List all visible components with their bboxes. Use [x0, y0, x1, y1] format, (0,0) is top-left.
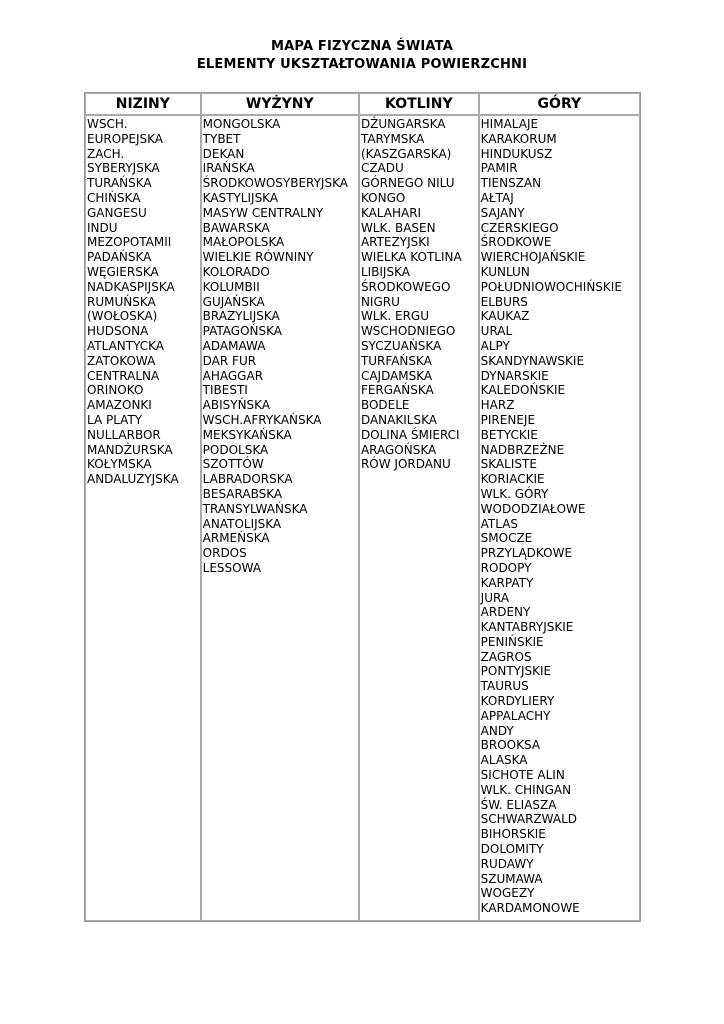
list-niziny — [87, 117, 199, 487]
list-item: ORINOKO — [87, 383, 144, 398]
list-item: BIHORSKIE — [480, 827, 546, 842]
page-title: MAPA FIZYCZNA ŚWIATA — [271, 39, 453, 54]
list-item: DOLINA ŚMIERCI — [360, 427, 460, 442]
list-item: SYBERYJSKA — [87, 161, 160, 176]
list-item: PONTYJSKIE — [480, 664, 552, 679]
list-item: BROOKSA — [480, 738, 541, 753]
list-item: SKANDYNAWSKIE — [480, 353, 585, 368]
list-item: URAL — [480, 324, 513, 339]
list-item: DEKAN — [202, 146, 245, 161]
list-item: PAMIR — [480, 161, 518, 176]
list-item: EUROPEJSKA — [87, 131, 163, 146]
list-item: RÓW JORDANU — [360, 457, 451, 472]
list-item: POŁUDNIOWOCHIŃSKIE — [480, 279, 622, 294]
list-item: KOŁYMSKA — [87, 457, 152, 472]
list-item: TURAŃSKA — [87, 176, 152, 191]
list-item: SCHWARZWALD — [480, 812, 577, 827]
list-item: TRANSYLWAŃSKA — [202, 501, 308, 516]
list-item: MEKSYKAŃSKA — [202, 427, 292, 442]
list-item: PENIŃSKIE — [480, 634, 544, 649]
list-item: WLK. BASEN — [360, 220, 436, 235]
list-item: MAŁOPOLSKA — [202, 235, 285, 250]
list-item: KORIACKIE — [480, 472, 545, 487]
list-item: WOGEZY — [480, 886, 535, 901]
header-niziny: NIZINY — [85, 93, 201, 115]
list-item: FERGAŃSKA — [360, 383, 434, 398]
list-item: MEZOPOTAMII — [87, 235, 172, 250]
list-item: KOLUMBII — [202, 279, 260, 294]
list-item: ARAGOŃSKA — [360, 442, 437, 457]
list-item: LESSOWA — [202, 560, 262, 575]
list-item: NADKASPIJSKA — [87, 279, 175, 294]
list-item: ZAGROS — [480, 649, 532, 664]
list-item: APPALACHY — [480, 708, 551, 723]
list-item: CHIŃSKA — [87, 190, 141, 205]
column-kotliny — [359, 115, 479, 921]
list-item: ALASKA — [480, 753, 528, 768]
content-row — [85, 115, 640, 921]
list-item: SMOCZE — [480, 531, 533, 546]
list-item: LABRADORSKA — [202, 472, 293, 487]
list-item: ŚRODKOWEGO — [360, 279, 451, 294]
list-item: CENTRALNA — [87, 368, 160, 383]
list-item: WLK. CHINGAN — [480, 782, 572, 797]
list-item: HARZ — [480, 398, 515, 413]
list-item: ZATOKOWA — [87, 353, 156, 368]
list-item: MONGOLSKA — [202, 117, 281, 131]
column-niziny — [85, 115, 201, 921]
list-item: ALPY — [480, 338, 510, 353]
list-item: ARTEZYJSKI — [360, 235, 430, 250]
list-item: AMAZONKI — [87, 398, 152, 413]
list-item: CZERSKIEGO — [480, 220, 559, 235]
list-item: GÓRNEGO NILU — [360, 176, 455, 191]
header-row — [85, 93, 640, 115]
list-item: HIMALAJE — [480, 117, 539, 131]
list-item: WSCHODNIEGO — [360, 324, 456, 339]
list-item: MASYW CENTRALNY — [202, 205, 324, 220]
list-item: BODELE — [360, 398, 410, 413]
list-item: WIERCHOJAŃSKIE — [480, 250, 586, 265]
list-item: WLK. ERGU — [360, 309, 429, 324]
list-item: TIBESTI — [202, 383, 248, 398]
list-item: SZUMAWA — [480, 871, 543, 886]
list-item: ŚW. ELIASZA — [480, 797, 557, 812]
list-item: AHAGGAR — [202, 368, 264, 383]
list-item: TYBET — [202, 131, 241, 146]
list-gory — [481, 117, 638, 916]
list-item: AŁTAJ — [480, 190, 514, 205]
list-item: ANDALUZYJSKA — [87, 472, 179, 487]
list-item: INDU — [87, 220, 118, 235]
list-item: NIGRU — [360, 294, 400, 309]
list-item: KARDAMONOWE — [480, 901, 580, 916]
list-item: DOLOMITY — [480, 842, 544, 857]
list-item: JURA — [480, 590, 510, 605]
list-item: BETYCKIE — [480, 427, 538, 442]
list-item: GANGESU — [87, 205, 147, 220]
list-item: KALEDOŃSKIE — [480, 383, 566, 398]
list-item: ADAMAWA — [202, 338, 266, 353]
list-item: KOLORADO — [202, 264, 270, 279]
column-wyzyny — [201, 115, 359, 921]
list-item: SICHOTE ALIN — [480, 768, 565, 783]
list-item: ELBURS — [480, 294, 528, 309]
list-item: ANATOLIJSKA — [202, 516, 282, 531]
list-item: PODOLSKA — [202, 442, 269, 457]
list-item: KONGO — [360, 190, 406, 205]
list-item: CAJDAMSKA — [360, 368, 433, 383]
list-item: WIELKA KOTLINA — [360, 250, 462, 265]
list-item: LIBIJSKA — [360, 264, 410, 279]
list-item: BESARABSKA — [202, 486, 283, 501]
list-item: CZADU — [360, 161, 404, 176]
list-item: BAWARSKA — [202, 220, 270, 235]
list-item: HINDUKUSZ — [480, 146, 553, 161]
landforms-table — [84, 92, 641, 922]
list-wyzyny — [203, 117, 357, 576]
list-item: MANDŻURSKA — [87, 442, 173, 457]
list-item: ANDY — [480, 723, 514, 738]
list-item: PATAGOŃSKA — [202, 324, 283, 339]
list-item: TARYMSKA — [360, 131, 425, 146]
list-item: KUNLUN — [480, 264, 530, 279]
list-item: SYCZUAŃSKA — [360, 338, 442, 353]
list-item: DAR FUR — [202, 353, 257, 368]
list-item: PIRENEJE — [480, 412, 536, 427]
list-item: DANAKILSKA — [360, 412, 437, 427]
list-item: DYNARSKIE — [480, 368, 549, 383]
list-item: ARMEŃSKA — [202, 531, 270, 546]
list-item: DŻUNGARSKA — [360, 117, 446, 131]
list-item: BRAZYLIJSKA — [202, 309, 280, 324]
list-item: RODOPY — [480, 560, 532, 575]
list-item: WLK. GÓRY — [480, 486, 549, 501]
list-item: ATLAS — [480, 516, 519, 531]
list-item: WSCH. — [87, 117, 128, 131]
list-item: WSCH.AFRYKAŃSKA — [202, 412, 322, 427]
page-subtitle: ELEMENTY UKSZTAŁTOWANIA POWIERZCHNI — [196, 57, 528, 72]
header-wyzyny: WYŻYNY — [201, 93, 359, 115]
list-item: GUJAŃSKA — [202, 294, 265, 309]
column-gory — [479, 115, 640, 921]
list-item: WĘGIERSKA — [87, 264, 159, 279]
list-item: KARPATY — [480, 575, 534, 590]
list-item: KAUKAZ — [480, 309, 530, 324]
header-gory: GÓRY — [479, 93, 640, 115]
list-item: TAURUS — [480, 679, 529, 694]
list-item: ZACH. — [87, 146, 125, 161]
list-kotliny — [361, 117, 477, 472]
list-item: ORDOS — [202, 546, 247, 561]
list-item: KANTABRYJSKIE — [480, 620, 574, 635]
list-item: WODODZIAŁOWE — [480, 501, 586, 516]
list-item: NULLARBOR — [87, 427, 161, 442]
list-item: ŚRODKOWE — [480, 235, 552, 250]
list-item: NADBRZEŻNE — [480, 442, 565, 457]
list-item: PRZYLĄDKOWE — [480, 546, 573, 561]
list-item: SZOTTÓW — [202, 457, 264, 472]
list-item: ŚRODKOWOSYBERYJSKA — [202, 176, 348, 191]
list-item: KALAHARI — [360, 205, 422, 220]
list-item: ABISYŃSKA — [202, 398, 271, 413]
list-item: TURFAŃSKA — [360, 353, 432, 368]
list-item: KASTYLIJSKA — [202, 190, 279, 205]
list-item: SKALISTE — [480, 457, 537, 472]
list-item: IRAŃSKA — [202, 161, 255, 176]
list-item: WIELKIE RÓWNINY — [202, 250, 314, 265]
list-item: RUMUŃSKA — [87, 294, 156, 309]
list-item: SAJANY — [480, 205, 525, 220]
list-item: ATLANTYCKA — [87, 338, 165, 353]
list-item: HUDSONA — [87, 324, 149, 339]
list-item: LA PLATY — [87, 412, 143, 427]
list-item: TIENSZAN — [480, 176, 542, 191]
list-item: KARAKORUM — [480, 131, 557, 146]
list-item: (KASZGARSKA) — [360, 146, 452, 161]
list-item: ARDENY — [480, 605, 531, 620]
list-item: (WOŁOSKA) — [87, 309, 158, 324]
header-kotliny: KOTLINY — [359, 93, 479, 115]
list-item: RUDAWY — [480, 856, 534, 871]
list-item: PADAŃSKA — [87, 250, 152, 265]
list-item: KORDYLIERY — [480, 694, 555, 709]
